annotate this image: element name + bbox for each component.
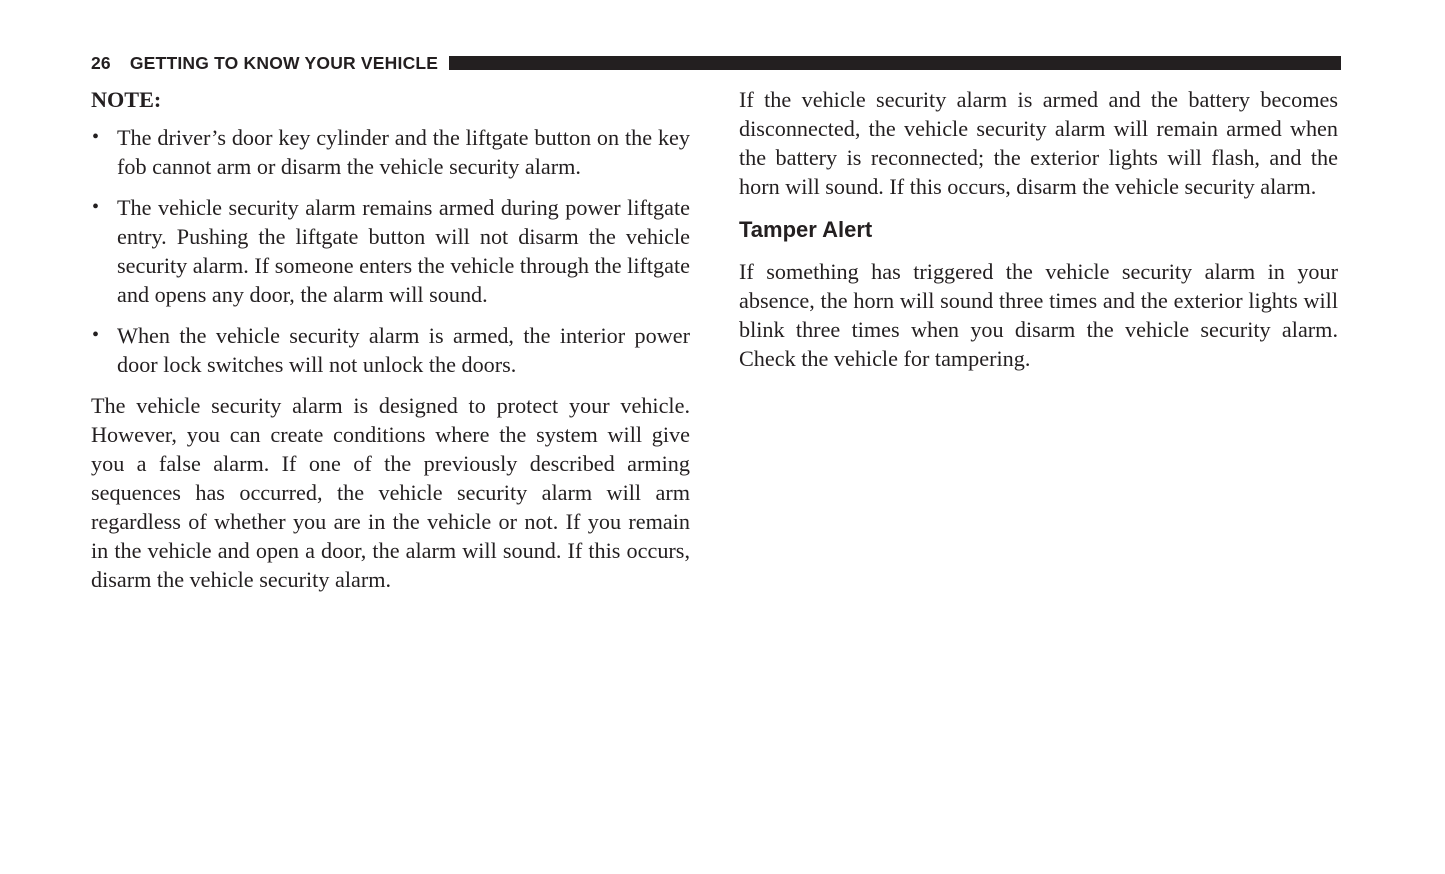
bullet-icon: • <box>92 196 100 218</box>
note-label: NOTE: <box>91 87 162 112</box>
bullet-text: When the vehicle security alarm is armed, the interior power door lock switches will not unlock the doors. <box>117 323 690 377</box>
left-column <box>91 85 690 594</box>
list-item <box>91 193 690 309</box>
list-item <box>91 321 690 379</box>
bullet-text: The vehicle security alarm remains armed during power liftgate entry. Pushing the liftgate button will not disarm the vehicle security alarm. If someone enters the vehicle through the liftgate and opens any door, the alarm will sound. <box>117 195 690 307</box>
right-column <box>739 85 1338 373</box>
tamper-alert-heading: Tamper Alert <box>739 217 873 242</box>
tamper-alert-paragraph: If something has triggered the vehicle security alarm in your absence, the horn will sound three times and the exterior lights will blink three times when you disarm the vehicle security alarm. Check the vehicle for tampering. <box>739 259 1338 371</box>
battery-paragraph: If the vehicle security alarm is armed and the battery becomes disconnected, the vehicle security alarm will remain armed when the battery is reconnected; the exterior lights will flash, and the horn will sound. If this occurs, disarm the vehicle security alarm. <box>739 87 1338 199</box>
bullet-icon: • <box>92 126 100 148</box>
bullet-text: The driver’s door key cylinder and the liftgate button on the key fob cannot arm or disarm the vehicle security alarm. <box>117 125 690 179</box>
false-alarm-paragraph: The vehicle security alarm is designed to protect your vehicle. However, you can create conditions where the system will give you a false alarm. If one of the previously described arming sequences has occurred, the vehicle security alarm will arm regardless of whether you are in the vehicle or not. If you remain in the vehicle and open a door, the alarm will sound. If this occurs, disarm the vehicle security alarm. <box>91 393 690 592</box>
page-header <box>91 52 1341 74</box>
list-item <box>91 123 690 181</box>
section-title: GETTING TO KNOW YOUR VEHICLE <box>129 52 439 73</box>
page-number: 26 <box>91 52 111 73</box>
bullet-icon: • <box>92 324 100 346</box>
note-bullet-list <box>91 123 690 379</box>
header-rule <box>449 56 1341 70</box>
